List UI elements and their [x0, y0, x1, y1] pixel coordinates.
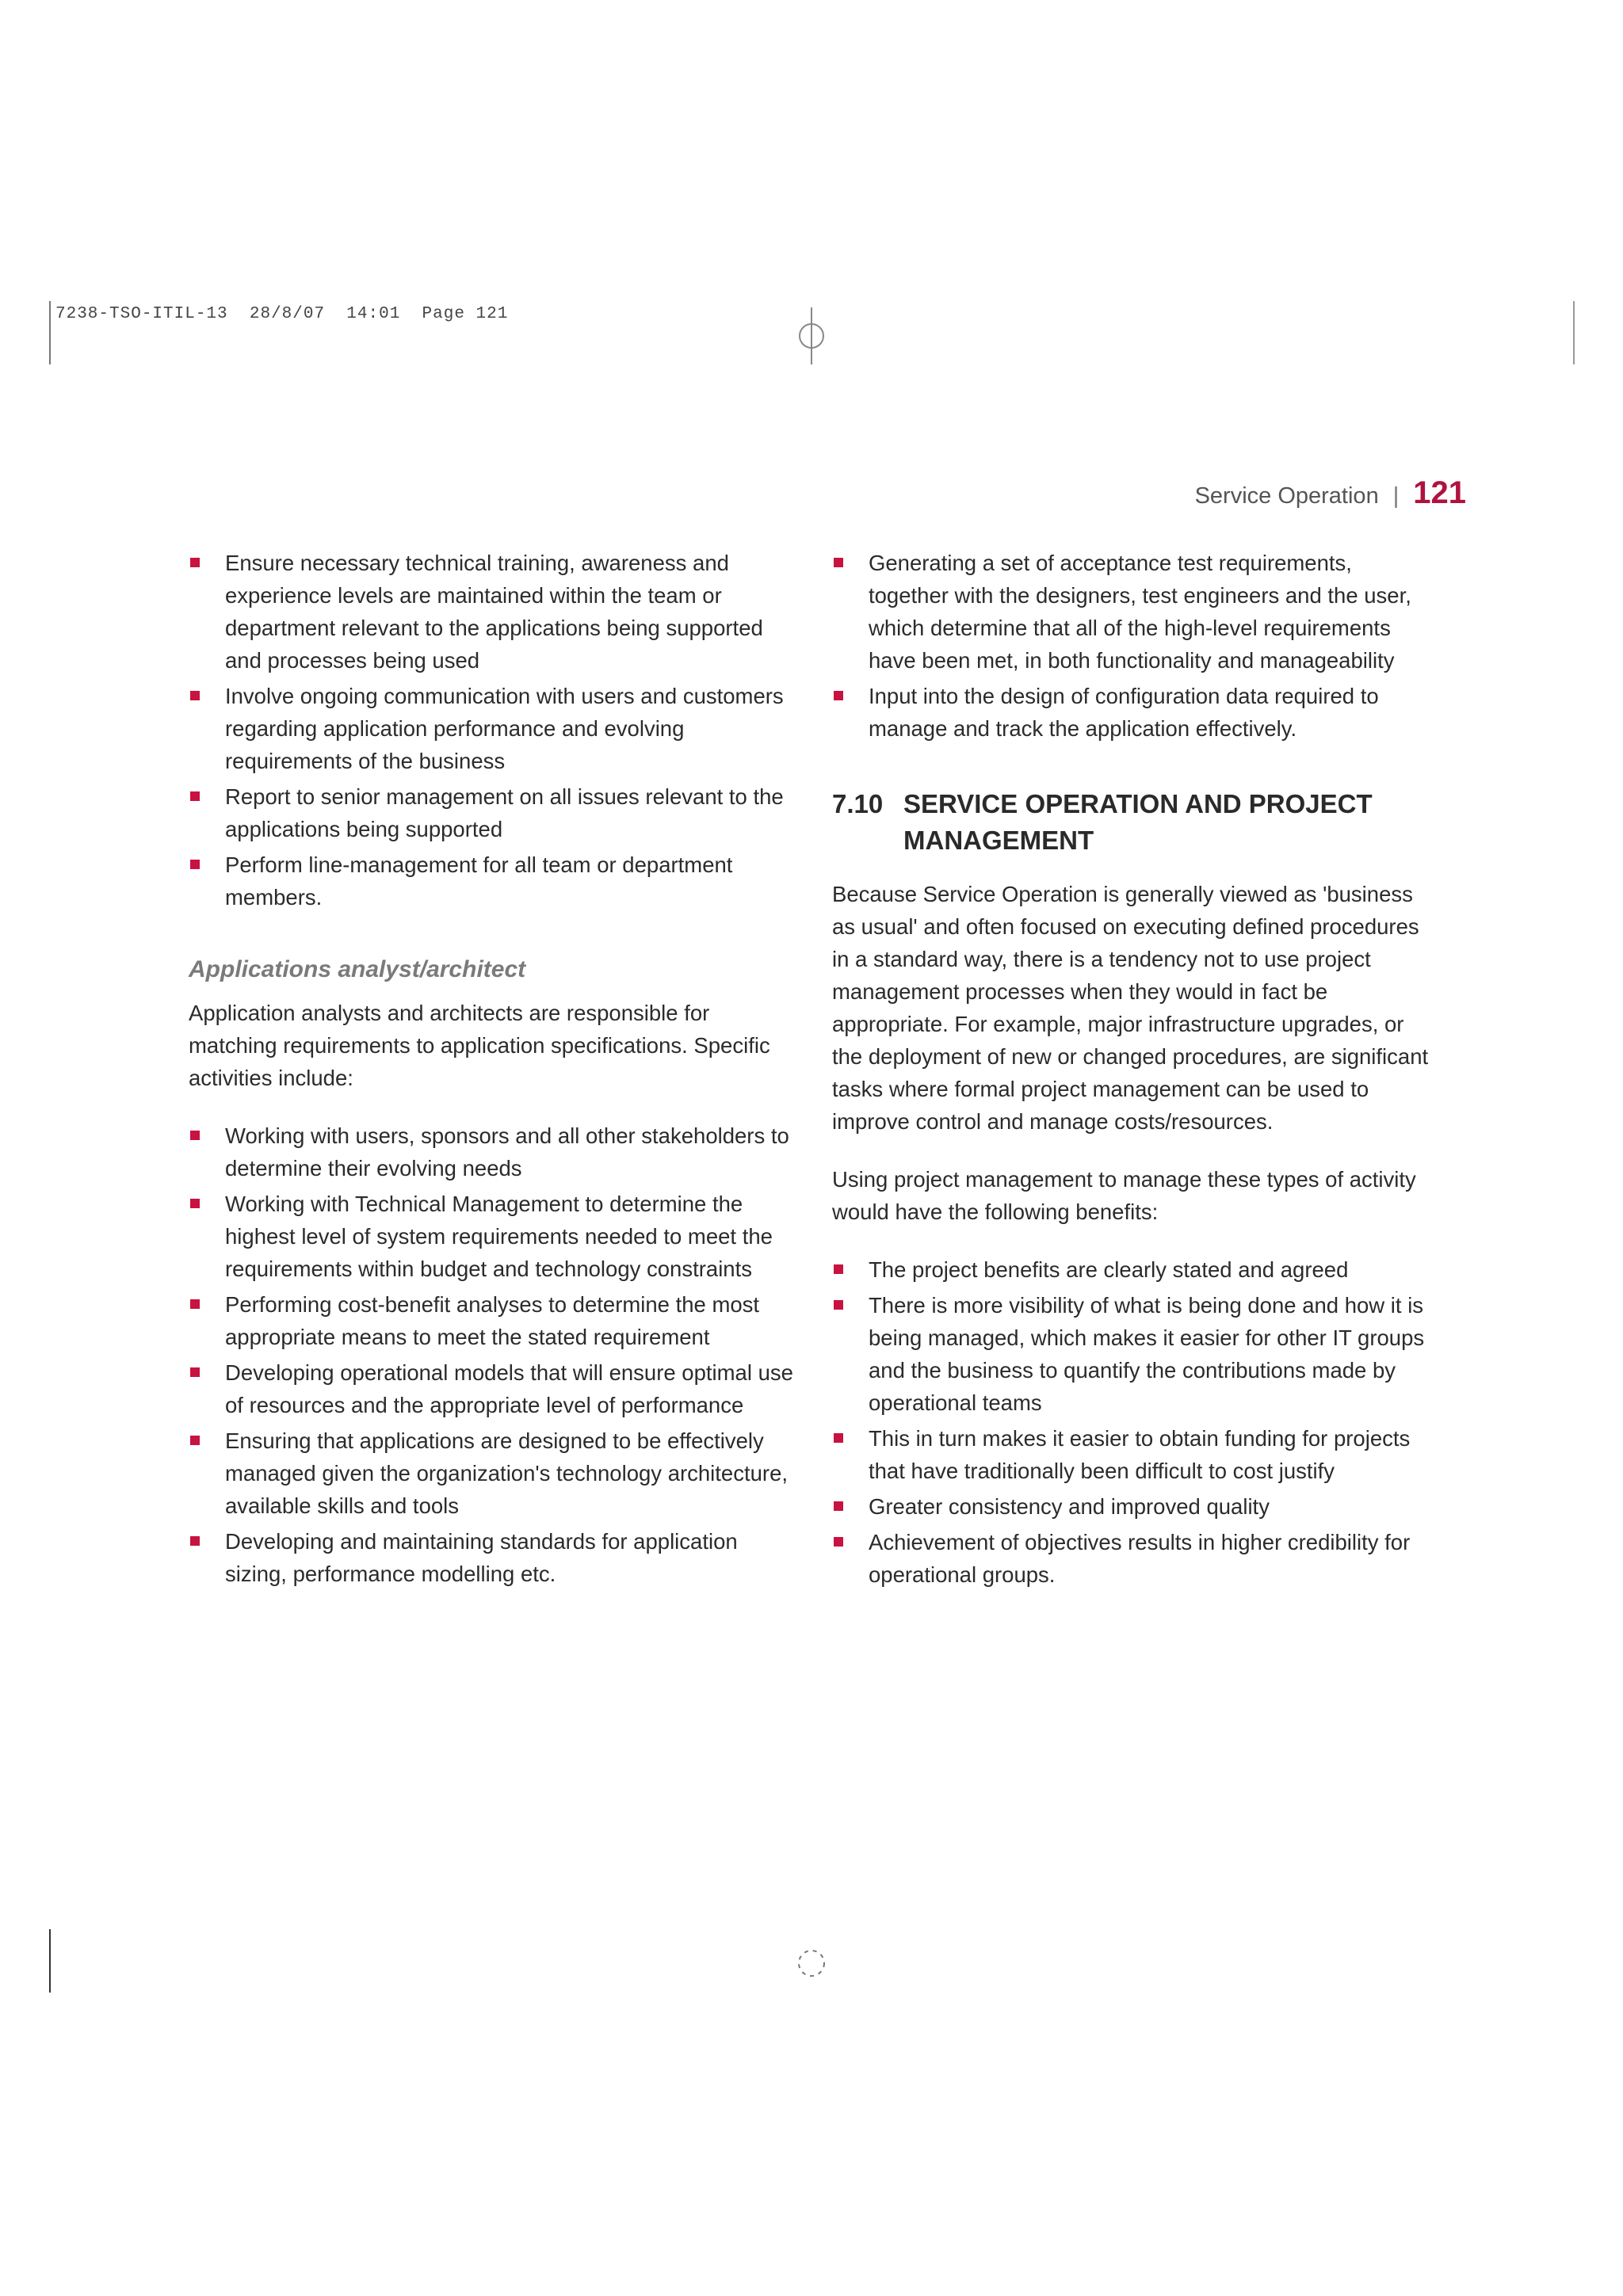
bullet-list — [832, 1253, 1434, 1591]
list-item — [189, 1119, 799, 1184]
crop-mark — [49, 1929, 51, 1993]
list-item — [189, 547, 799, 677]
bullet-icon — [834, 691, 843, 700]
bullet-icon — [834, 1264, 843, 1274]
bullet-icon — [190, 860, 200, 869]
running-head — [1195, 475, 1466, 511]
list-item-text: Ensure necessary technical training, awareness and experience levels are maintained within the team or department relevant to the applications being supported and processes being used — [225, 551, 763, 673]
section-heading — [832, 786, 1434, 859]
bullet-icon — [190, 558, 200, 567]
list-item-text: Generating a set of acceptance test requirements, together with the designers, test engineers and the user, which determine that all of the high-level requirements have been met, in both functionality and manageability — [869, 551, 1411, 673]
list-item-text: Developing operational models that will ensure optimal use of resources and the appropriate level of performance — [225, 1360, 793, 1417]
bullet-icon — [190, 1536, 200, 1546]
list-item — [832, 1253, 1434, 1286]
bullet-icon — [190, 1131, 200, 1140]
list-item-text: Achievement of objectives results in higher credibility for operational groups. — [869, 1530, 1411, 1587]
list-item — [832, 1289, 1434, 1419]
printer-slug — [55, 305, 508, 323]
subheading: Applications analyst/architect — [189, 956, 526, 982]
list-item — [832, 1490, 1434, 1523]
bullet-icon — [190, 791, 200, 801]
list-item-text: Involve ongoing communication with users and customers regarding application performance and evolving requirements of the business — [225, 684, 784, 773]
list-item — [189, 1288, 799, 1353]
running-head-title: Service Operation — [1194, 483, 1379, 509]
list-item-text: There is more visibility of what is being done and how it is being managed, which makes it easier for other IT groups and the business to quantify the contributions made by operational teams — [869, 1293, 1425, 1415]
list-item-text: Developing and maintaining standards for application sizing, performance modelling etc. — [225, 1529, 738, 1586]
list-item-text: Working with Technical Management to determine the highest level of system requirements needed to meet the requirements within budget and technology constraints — [225, 1192, 773, 1281]
slug-date: 28/8/07 — [249, 305, 326, 323]
paragraph: Because Service Operation is generally viewed as 'business as usual' and often focused on executing defined procedures in a standard way, there is a tendency not to use project management processes when they would in fact be appropriate. For example, major infrastructure upgrades, or the deployment of new or changed procedures, are significant tasks where formal project management can be used to improve control and manage costs/resources. — [832, 882, 1429, 1134]
bullet-icon — [190, 1299, 200, 1309]
list-item — [189, 680, 799, 777]
slug-time: 14:01 — [346, 305, 401, 323]
bullet-icon — [190, 1436, 200, 1445]
list-item — [832, 680, 1434, 745]
list-item-text: Working with users, sponsors and all other stakeholders to determine their evolving needs — [225, 1123, 789, 1180]
list-item — [832, 1526, 1434, 1591]
list-item-text: Input into the design of configuration data required to manage and track the application effectively. — [869, 684, 1379, 741]
list-item-text: Performing cost-benefit analyses to determine the most appropriate means to meet the stated requirement — [225, 1292, 760, 1349]
list-item-text: Greater consistency and improved quality — [869, 1494, 1270, 1519]
bullet-icon — [834, 558, 843, 567]
list-item — [189, 780, 799, 845]
running-head-separator: | — [1392, 483, 1400, 509]
registration-mark-icon — [796, 1947, 827, 1979]
bullet-icon — [190, 1199, 200, 1208]
list-item — [189, 849, 799, 913]
list-item — [832, 547, 1434, 677]
crop-mark — [1573, 301, 1575, 364]
bullet-icon — [834, 1433, 843, 1443]
list-item — [189, 1188, 799, 1285]
list-item — [189, 1356, 799, 1421]
paragraph: Using project management to manage these types of activity would have the following benefits: — [832, 1167, 1416, 1224]
section-title: SERVICE OPERATION AND PROJECT MANAGEMENT — [903, 789, 1373, 855]
left-column — [189, 547, 799, 1593]
list-item-text: Perform line-management for all team or department members. — [225, 852, 733, 910]
bullet-icon — [190, 691, 200, 700]
page-number: 121 — [1413, 475, 1466, 510]
list-item-text: This in turn makes it easier to obtain funding for projects that have traditionally been difficult to cost justify — [869, 1426, 1411, 1483]
list-item — [189, 1525, 799, 1590]
bullet-icon — [190, 1367, 200, 1377]
list-item-text: The project benefits are clearly stated and agreed — [869, 1257, 1349, 1282]
slug-job: 7238-TSO-ITIL-13 — [55, 305, 228, 323]
registration-mark-icon — [797, 307, 826, 364]
bullet-list — [189, 1119, 799, 1590]
list-item-text: Ensuring that applications are designed to be effectively managed given the organization's technology architecture, available skills and tools — [225, 1428, 789, 1518]
list-item — [832, 1422, 1434, 1487]
bullet-list — [189, 547, 799, 913]
paragraph: Application analysts and architects are responsible for matching requirements to application specifications. Specific activities include: — [189, 1001, 770, 1090]
crop-mark — [49, 301, 51, 364]
right-column — [832, 547, 1434, 1594]
list-item-text: Report to senior management on all issues relevant to the applications being supported — [225, 784, 784, 841]
list-item — [189, 1425, 799, 1522]
bullet-icon — [834, 1537, 843, 1547]
bullet-icon — [834, 1501, 843, 1511]
slug-page: Page 121 — [422, 305, 509, 323]
section-number: 7.10 — [832, 789, 884, 818]
bullet-icon — [834, 1300, 843, 1310]
bullet-list — [832, 547, 1434, 745]
